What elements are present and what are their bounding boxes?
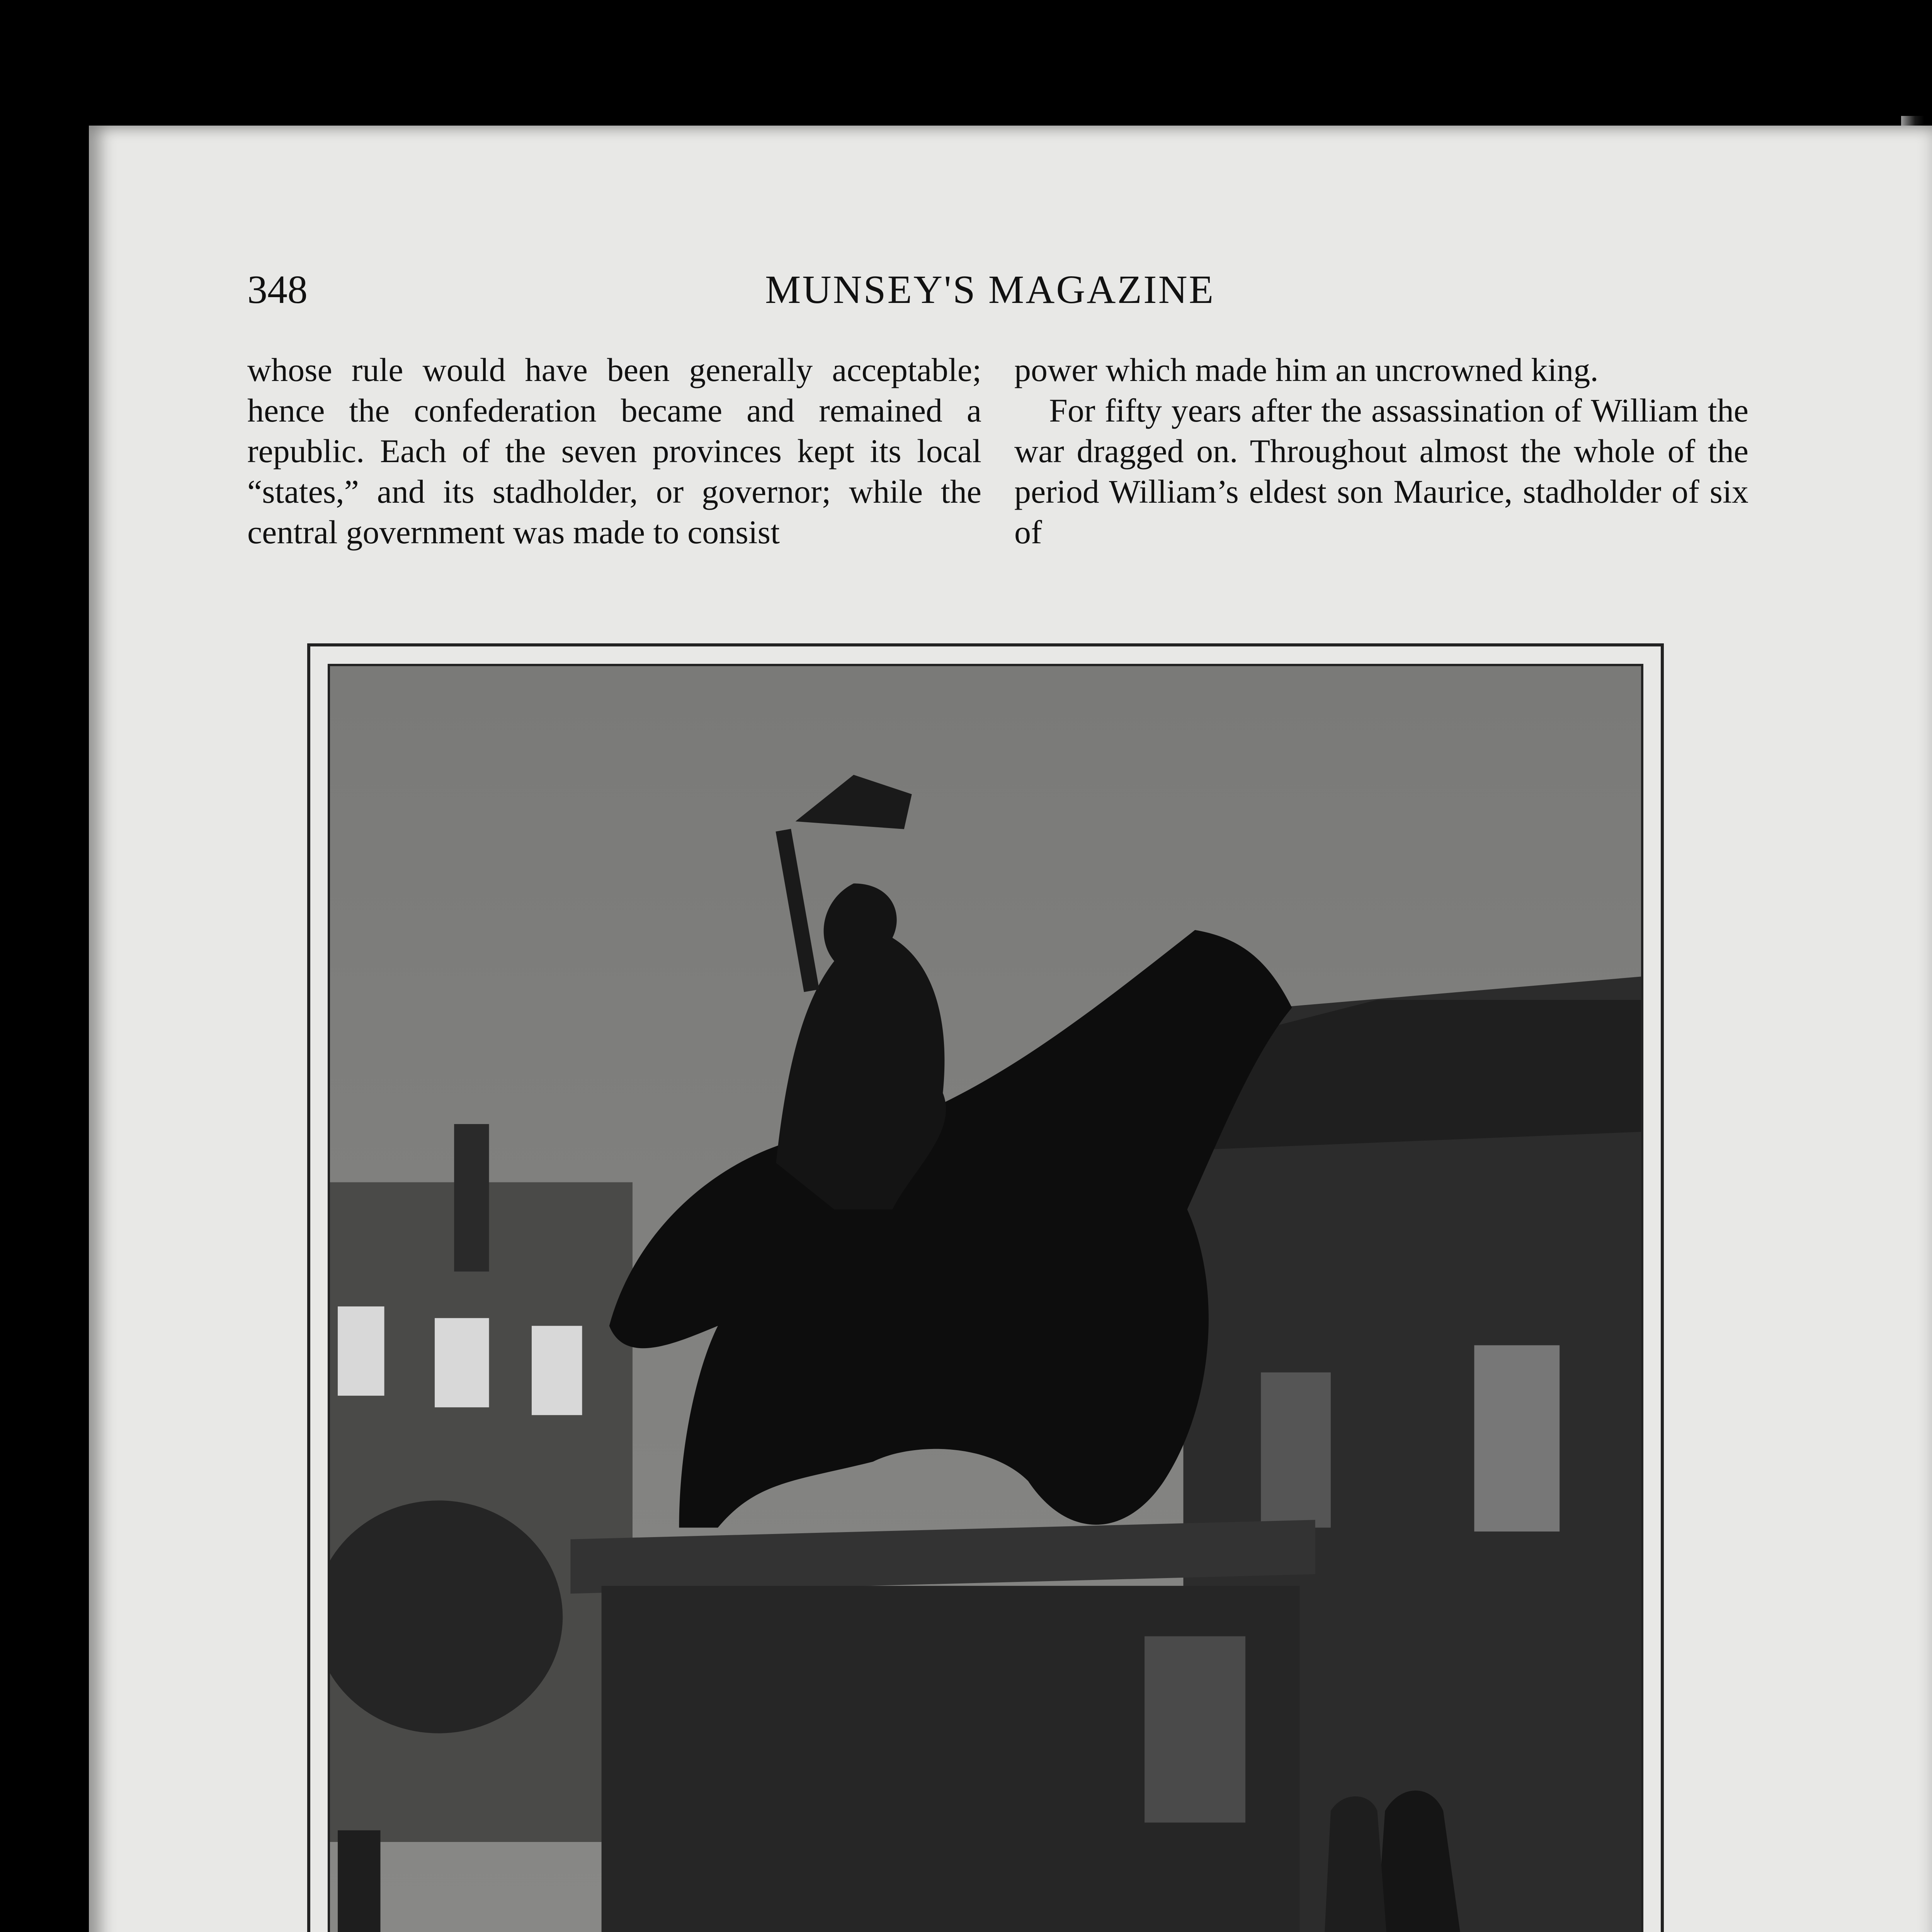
page-number: 348 xyxy=(247,267,308,312)
paragraph: For fifty years after the assassination of William the war dragged on. Throughout almost the whole of the period William’s eldest son Maurice, stadholder of six of xyxy=(1014,392,1748,551)
paragraph: power which made him an uncrowned king. xyxy=(1014,351,1599,388)
statue-photo-illustration xyxy=(330,666,1641,1932)
statue-photograph xyxy=(328,664,1643,1932)
page-header xyxy=(247,267,1754,321)
text-column-top-right xyxy=(1014,350,1748,553)
photo-frame xyxy=(307,643,1664,1932)
running-title: MUNSEY'S MAGAZINE xyxy=(765,267,1215,312)
paragraph: whose rule would have been generally acceptable; hence the confederation became and remained a republic. Each of the seven provinces kept its local “states,” and its stadholder, or governor; while the central government was made to consist xyxy=(247,351,981,551)
text-column-top-left xyxy=(247,350,981,553)
